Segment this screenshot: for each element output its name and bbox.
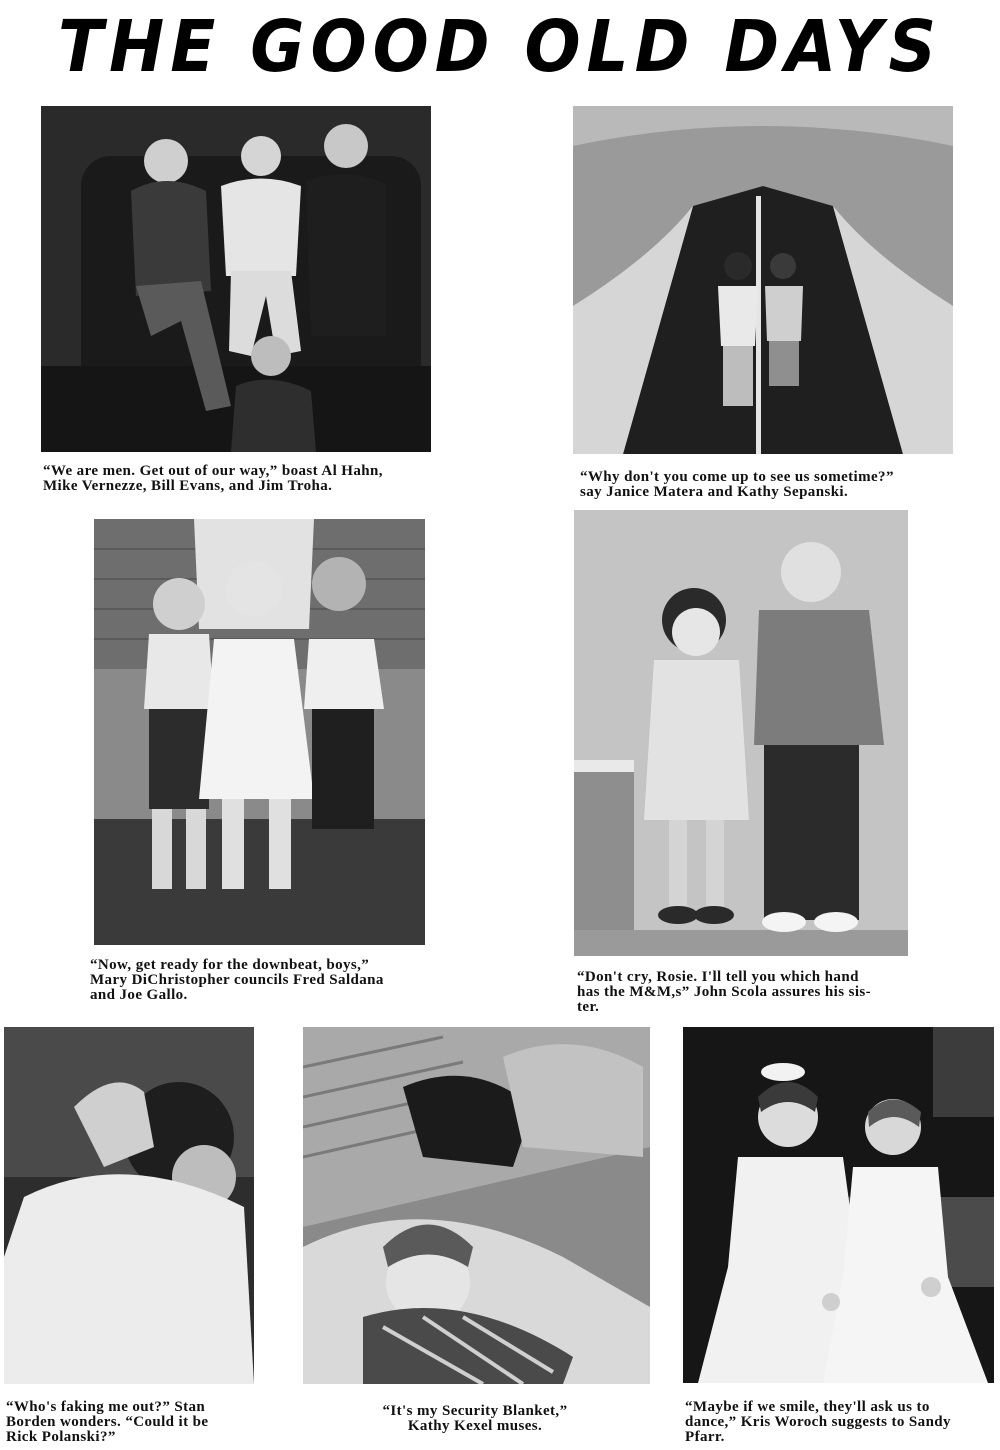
- caption-boys-on-car: [43, 464, 443, 494]
- caption-line: “Don't cry, Rosie. I'll tell you which hand: [577, 969, 859, 985]
- photo-girls-in-tent: [573, 106, 953, 454]
- caption-line: “Maybe if we smile, they'll ask us to: [685, 1399, 930, 1415]
- caption-security-blanket: [345, 1404, 605, 1434]
- caption-line: “Who's faking me out?” Stan: [6, 1399, 206, 1415]
- caption-line: and Joe Gallo.: [90, 987, 188, 1003]
- caption-line: “It's my Security Blanket,”: [382, 1403, 568, 1419]
- caption-line: Kathy Kexel muses.: [407, 1418, 543, 1434]
- caption-girls-in-tent: [580, 470, 980, 500]
- caption-line: Borden wonders. “Could it be: [6, 1414, 209, 1430]
- caption-line: Rick Polanski?”: [6, 1429, 116, 1445]
- caption-line: say Janice Matera and Kathy Sepanski.: [580, 484, 849, 500]
- photo-stan-borden: [4, 1027, 254, 1384]
- caption-three-toddlers: [90, 958, 450, 1003]
- caption-line: ter.: [577, 999, 600, 1015]
- caption-two-girls-dance: [685, 1400, 995, 1445]
- caption-line: has the M&M,s” John Scola assures his sis-: [577, 984, 872, 1000]
- caption-stan-borden: [6, 1400, 266, 1445]
- page-title: THE GOOD OLD DAYS: [57, 4, 942, 89]
- photo-brother-sister: [574, 510, 908, 956]
- caption-brother-sister: [577, 970, 937, 1015]
- photo-security-blanket: [303, 1027, 650, 1384]
- caption-line: Mary DiChristopher councils Fred Saldana: [90, 972, 384, 988]
- caption-line: dance,” Kris Woroch suggests to Sandy: [685, 1414, 951, 1430]
- caption-line: “Now, get ready for the downbeat, boys,”: [90, 957, 370, 973]
- caption-line: “We are men. Get out of our way,” boast Al Hahn,: [43, 463, 383, 479]
- photo-three-toddlers: [94, 519, 425, 945]
- photo-two-girls-dance: [683, 1027, 994, 1383]
- caption-line: Mike Vernezze, Bill Evans, and Jim Troha.: [43, 478, 333, 494]
- photo-boys-on-car: [41, 106, 431, 452]
- caption-line: “Why don't you come up to see us sometime?”: [580, 469, 894, 485]
- caption-line: Pfarr.: [685, 1429, 725, 1445]
